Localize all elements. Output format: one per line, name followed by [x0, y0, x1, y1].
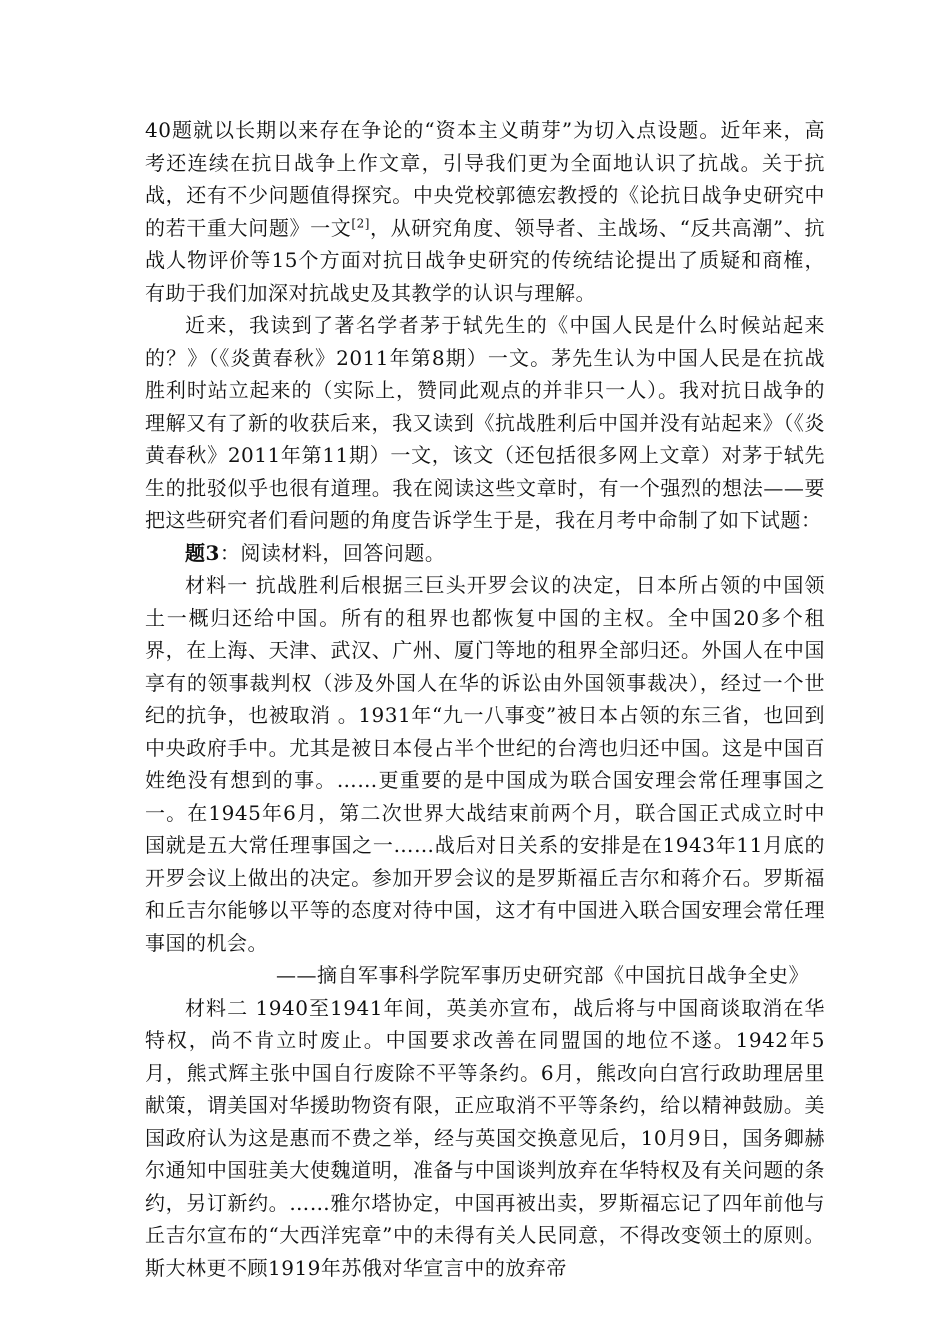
- question-label: 题3: [185, 540, 220, 565]
- question-text: ：阅读材料，回答问题。: [219, 540, 446, 565]
- paragraph-intro: [145, 114, 825, 309]
- question-3: [145, 537, 825, 570]
- paragraph-intro-tail: ，从研究角度、领导者、主战场、“反共高潮”、抗战人物评价等15个方面对抗日战争史研究的传统结论提出了质疑和商榷，有助于我们加深对抗战史及其教学的认识与理解。: [145, 215, 826, 305]
- document-page: [145, 114, 825, 1284]
- material-one: 材料一 抗战胜利后根据三巨头开罗会议的决定，日本所占领的中国领土一概归还给中国。所有的租界也都恢复中国的主权。全中国20多个租界，在上海、天津、武汉、广州、厦门等地的租界全部归还。外国人在中国享有的领事裁判权（涉及外国人在华的诉讼由外国领事裁决），经过一个世纪的抗争，也被取消 。1931年“九一八事变”被日本占领的东三省，也回到中央政府手中。尤其是被日本侵占半个世纪的台湾也归还中国。这是中国百姓绝没有想到的事。……更重要的是中国成为联合国安理会常任理事国之一。在1945年6月，第二次世界大战结束前两个月，联合国正式成立时中国就是五大常任理事国之一……战后对日关系的安排是在1943年11月底的开罗会议上做出的决定。参加开罗会议的是罗斯福丘吉尔和蒋介石。罗斯福和丘吉尔能够以平等的态度对待中国，这才有中国进入联合国安理会常任理事国的机会。: [145, 573, 825, 955]
- footnote-ref[interactable]: [2]: [351, 215, 370, 230]
- paragraph-reading: 近来，我读到了著名学者茅于轼先生的《中国人民是什么时候站起来的？》（《炎黄春秋》2011年第8期）一文。茅先生认为中国人民是在抗战胜利时站立起来的（实际上，赞同此观点的并非只一人）。我对抗日战争的理解又有了新的收获后来，我又读到《抗战胜利后中国并没有站起来》（《炎黄春秋》2011年第11期）一文，该文（还包括很多网上文章）对茅于轼先生的批驳似乎也很有道理。我在阅读这些文章时，有一个强烈的想法——要把这些研究者们看问题的角度告诉学生于是，我在月考中命制了如下试题：: [145, 313, 825, 532]
- paragraph-intro-text: 40题就以长期以来存在争论的“资本主义萌芽”为切入点设题。近年来，高考还连续在抗日战争上作文章，引导我们更为全面地认识了抗战。关于抗战，还有不少问题值得探究。中央党校郭德宏教授的《论抗日战争史研究中的若干重大问题》一文: [145, 118, 825, 240]
- material-two: 材料二 1940至1941年间，英美亦宣布，战后将与中国商谈取消在华特权，尚不肯立时废止。中国要求改善在同盟国的地位不遂。1942年5月，熊式辉主张中国自行废除不平等条约。6月，熊改向白宫行政助理居里献策，谓美国对华援助物资有限，正应取消不平等条约，给以精神鼓励。美国政府认为这是惠而不费之举，经与英国交换意见后，10月9日，国务卿赫尔通知中国驻美大使魏道明，准备与中国谈判放弃在华特权及有关问题的条约，另订新约。……雅尔塔协定，中国再被出卖，罗斯福忘记了四年前他与丘吉尔宣布的“大西洋宪章”中的未得有关人民同意，不得改变领土的原则。斯大林更不顾1919年苏俄对华宣言中的放弃帝: [145, 995, 825, 1280]
- material-one-source: ——摘自军事科学院军事历史研究部《中国抗日战争全史》: [276, 963, 809, 987]
